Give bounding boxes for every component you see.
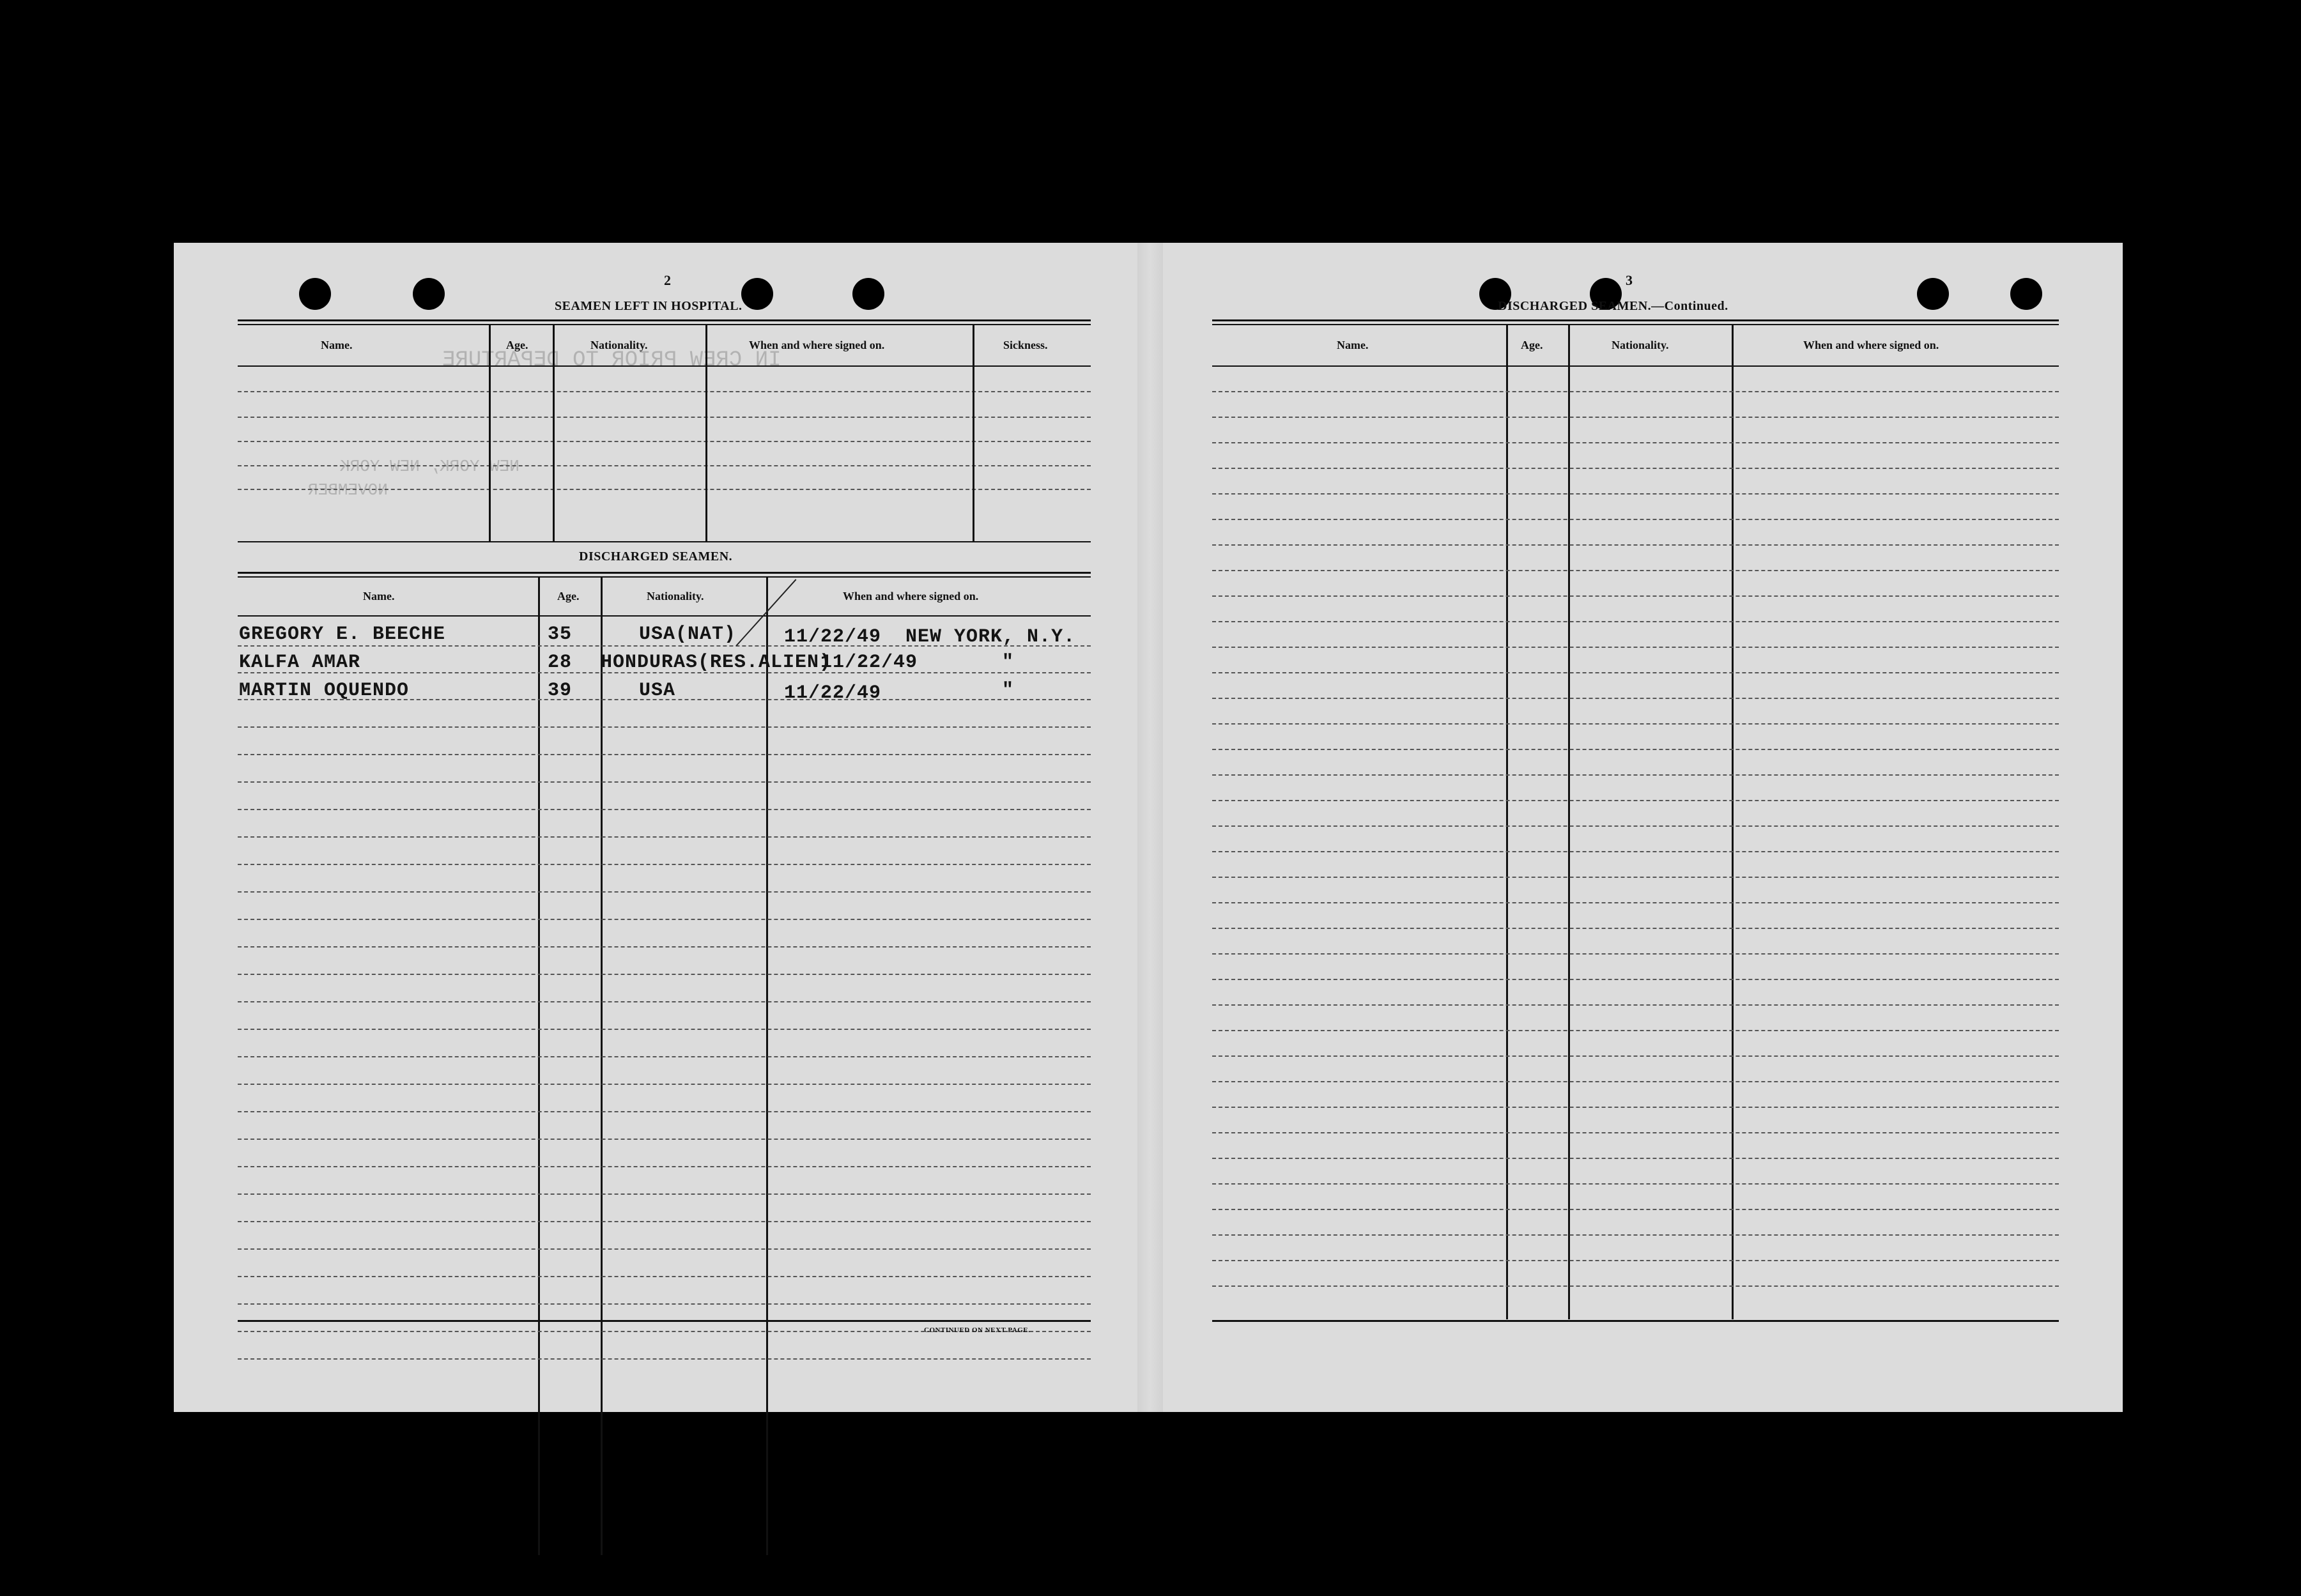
ruled-line — [1212, 953, 2059, 955]
ruled-line — [1212, 723, 2059, 725]
column-divider — [538, 576, 540, 1555]
ruled-line — [238, 781, 1091, 783]
table-rule — [1212, 324, 2059, 325]
ruled-line — [1212, 519, 2059, 520]
table-rule — [1212, 319, 2059, 321]
ruled-line — [238, 1084, 1091, 1085]
punch-hole — [741, 278, 773, 310]
ditto-mark: " — [1002, 652, 1015, 673]
ruled-line — [1212, 1081, 2059, 1082]
ruled-line — [238, 1029, 1091, 1030]
page-fold — [1137, 243, 1163, 1412]
ruled-line — [238, 1111, 1091, 1112]
column-header-name: Name. — [363, 590, 395, 602]
ruled-line — [1212, 1107, 2059, 1108]
seaman-name: KALFA AMAR — [239, 652, 361, 673]
column-divider — [553, 324, 555, 541]
ruled-line — [1212, 493, 2059, 495]
table-rule — [238, 324, 1091, 325]
ruled-line — [238, 417, 1091, 418]
ruled-line — [1212, 851, 2059, 852]
ruled-line — [1212, 544, 2059, 546]
ruled-line — [1212, 1158, 2059, 1159]
ruled-line — [238, 1139, 1091, 1140]
column-divider — [489, 324, 491, 541]
table-rule — [238, 365, 1091, 367]
ruled-line — [1212, 1260, 2059, 1261]
seaman-nationality: HONDURAS(RES.ALIEN) — [601, 652, 832, 673]
column-header-name: Name. — [1337, 339, 1369, 351]
section-title-hospital: SEAMEN LEFT IN HOSPITAL. — [555, 299, 743, 313]
section-title-discharged-continued: DISCHARGED SEAMEN.—Continued. — [1498, 299, 1728, 313]
ruled-line — [1212, 621, 2059, 622]
ruled-line — [238, 919, 1091, 920]
ruled-line — [238, 1166, 1091, 1167]
ruled-line — [1212, 979, 2059, 980]
ruled-line — [238, 754, 1091, 755]
ruled-line — [1212, 468, 2059, 469]
column-header-name: Name. — [321, 339, 353, 351]
table-rule — [238, 615, 1091, 617]
ruled-line — [1212, 1055, 2059, 1057]
column-header-signed-on: When and where signed on. — [843, 590, 979, 602]
seaman-age: 35 — [548, 624, 573, 645]
ruled-line — [238, 946, 1091, 948]
ruled-line — [1212, 800, 2059, 801]
column-header-nationality: Nationality. — [590, 339, 648, 351]
ruled-line — [1212, 928, 2059, 929]
ruled-line — [1212, 442, 2059, 443]
ruled-line — [1212, 1004, 2059, 1006]
bleed-through-text: NOVEMBER — [308, 480, 388, 500]
ruled-line — [238, 489, 1091, 490]
column-header-age: Age. — [1521, 339, 1543, 351]
seaman-nationality: USA — [639, 680, 676, 702]
column-divider — [1568, 324, 1570, 1319]
seaman-signed-on: 11/22/49 NEW YORK, N.Y. — [784, 626, 1076, 648]
table-rule — [238, 572, 1091, 574]
ruled-line — [238, 974, 1091, 975]
ruled-line — [1212, 391, 2059, 392]
ruled-line — [1212, 595, 2059, 597]
column-divider — [705, 324, 707, 541]
column-header-age: Age. — [506, 339, 528, 351]
ruled-line — [1212, 1183, 2059, 1185]
ruled-line — [238, 465, 1091, 466]
ruled-line — [238, 1001, 1091, 1002]
punch-hole — [299, 278, 331, 310]
ruled-line — [1212, 1209, 2059, 1210]
ruled-line — [1212, 570, 2059, 571]
ruled-line — [1212, 749, 2059, 750]
punch-hole — [1917, 278, 1949, 310]
ruled-line — [1212, 774, 2059, 776]
seaman-nationality: USA(NAT) — [639, 624, 737, 645]
table-rule — [238, 1320, 1091, 1322]
column-header-signed-on: When and where signed on. — [749, 339, 885, 351]
ruled-line — [238, 809, 1091, 810]
ruled-line — [1212, 902, 2059, 903]
ruled-line — [1212, 417, 2059, 418]
ruled-line — [238, 1056, 1091, 1057]
ditto-mark: " — [1002, 680, 1015, 702]
column-divider — [601, 576, 603, 1555]
seaman-name: MARTIN OQUENDO — [239, 680, 410, 702]
seaman-name: GREGORY E. BEECHE — [239, 624, 446, 645]
ruled-line — [1212, 1132, 2059, 1133]
table-rule — [238, 576, 1091, 578]
ruled-line — [1212, 1234, 2059, 1236]
continued-note: CONTINUED ON NEXT PAGE. — [924, 1326, 1031, 1334]
ruled-line — [238, 1276, 1091, 1277]
column-header-nationality: Nationality. — [1612, 339, 1669, 351]
table-rule — [1212, 1320, 2059, 1322]
ruled-line — [1212, 698, 2059, 699]
ruled-line — [238, 836, 1091, 838]
punch-hole — [2010, 278, 2042, 310]
column-divider — [973, 324, 974, 541]
ruled-line — [238, 864, 1091, 865]
ruled-line — [238, 1248, 1091, 1250]
ruled-line — [1212, 1030, 2059, 1031]
punch-hole — [413, 278, 445, 310]
ruled-line — [238, 441, 1091, 442]
ruled-line — [1212, 825, 2059, 827]
column-divider — [766, 576, 768, 1555]
ruled-line — [238, 1193, 1091, 1195]
column-header-signed-on: When and where signed on. — [1803, 339, 1939, 351]
table-rule — [238, 319, 1091, 321]
table-rule — [1212, 365, 2059, 367]
ruled-line — [238, 1303, 1091, 1305]
seaman-signed-on: 11/22/49 — [820, 652, 918, 673]
page-number: 3 — [1626, 272, 1633, 288]
ruled-line — [238, 726, 1091, 728]
ruled-line — [1212, 1285, 2059, 1287]
page-number: 2 — [664, 272, 671, 288]
ruled-line — [238, 391, 1091, 392]
section-title-discharged: DISCHARGED SEAMEN. — [579, 549, 733, 564]
punch-hole — [852, 278, 884, 310]
ruled-line — [238, 1221, 1091, 1222]
ruled-line — [1212, 877, 2059, 878]
column-divider — [1506, 324, 1508, 1319]
column-header-nationality: Nationality. — [647, 590, 704, 602]
ruled-line — [1212, 647, 2059, 648]
seaman-signed-on: 11/22/49 — [784, 682, 882, 704]
manifest-sheet — [174, 243, 2123, 1412]
bleed-through-text: IN CREW PRIOR TO DEPARTURE — [442, 348, 781, 372]
column-header-sickness: Sickness. — [1003, 339, 1048, 351]
seaman-age: 39 — [548, 680, 573, 702]
table-rule — [238, 541, 1091, 542]
bleed-through-text: NEW YORK, NEW YORK — [340, 457, 519, 476]
ruled-line — [1212, 672, 2059, 673]
column-divider — [1732, 324, 1734, 1319]
ruled-line — [238, 891, 1091, 893]
seaman-age: 28 — [548, 652, 573, 673]
column-header-age: Age. — [557, 590, 580, 602]
ruled-line — [238, 1358, 1091, 1360]
